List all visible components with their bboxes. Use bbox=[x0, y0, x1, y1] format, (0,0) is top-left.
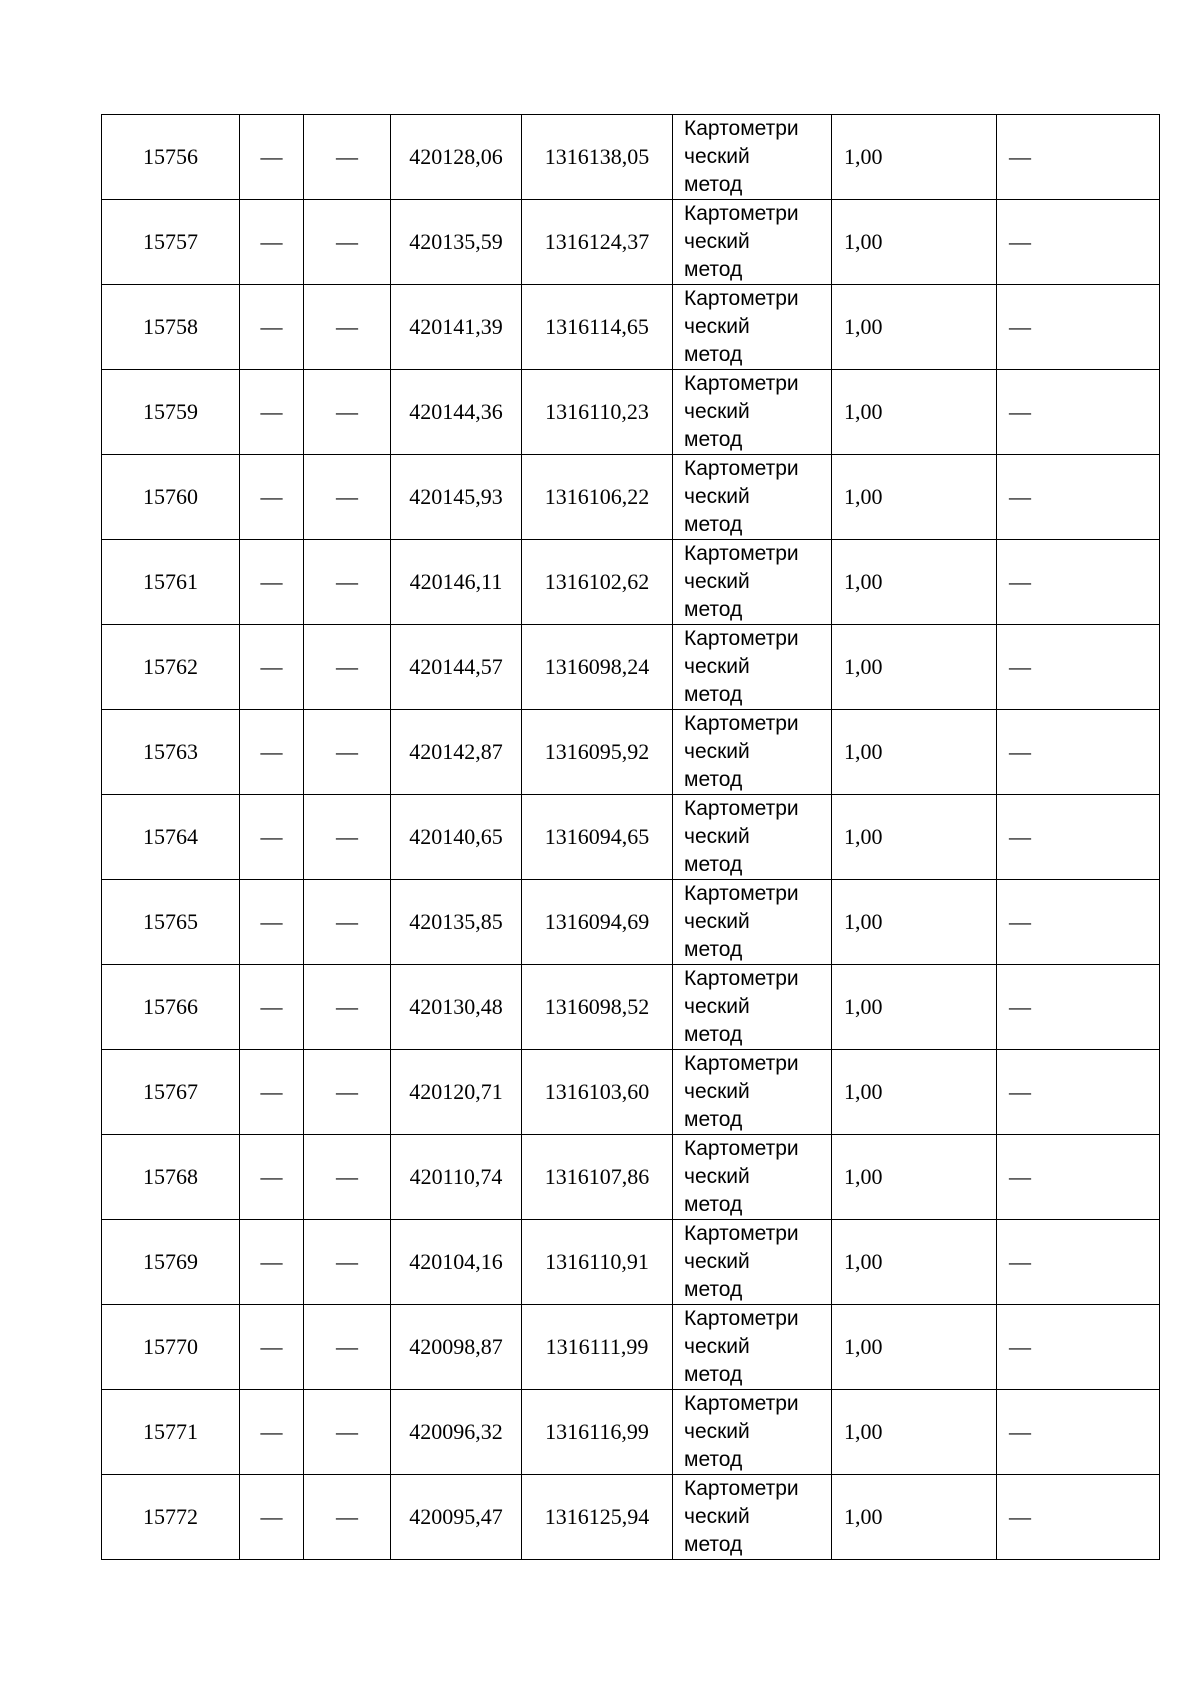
method-text-line: метод bbox=[684, 513, 743, 536]
x-coordinate-cell: 420135,85 bbox=[391, 880, 522, 965]
dash-cell: — bbox=[240, 795, 304, 880]
dash-cell: — bbox=[240, 965, 304, 1050]
dash-cell: — bbox=[304, 285, 391, 370]
table-row bbox=[102, 455, 1160, 540]
table-row bbox=[102, 370, 1160, 455]
accuracy-cell: 1,00 bbox=[832, 1305, 997, 1390]
point-number-cell: 15767 bbox=[102, 1050, 240, 1135]
table-row bbox=[102, 200, 1160, 285]
method-text-line: ческий bbox=[684, 315, 750, 338]
dash-cell: — bbox=[997, 1050, 1160, 1135]
dash-cell: — bbox=[304, 1135, 391, 1220]
accuracy-cell: 1,00 bbox=[832, 710, 997, 795]
method-cell bbox=[673, 285, 832, 370]
method-text-line: Картометри bbox=[684, 967, 799, 990]
method-text-line: Картометри bbox=[684, 1222, 799, 1245]
method-cell bbox=[673, 625, 832, 710]
dash-cell: — bbox=[997, 965, 1160, 1050]
method-cell bbox=[673, 115, 832, 200]
method-text-line: ческий bbox=[684, 995, 750, 1018]
method-text-line: метод bbox=[684, 1533, 743, 1556]
dash-cell: — bbox=[240, 285, 304, 370]
method-text-line: Картометри bbox=[684, 797, 799, 820]
y-coordinate-cell: 1316106,22 bbox=[522, 455, 673, 540]
dash-cell: — bbox=[304, 540, 391, 625]
point-number-cell: 15772 bbox=[102, 1475, 240, 1560]
point-number-cell: 15771 bbox=[102, 1390, 240, 1475]
dash-cell: — bbox=[304, 965, 391, 1050]
point-number-cell: 15763 bbox=[102, 710, 240, 795]
dash-cell: — bbox=[997, 285, 1160, 370]
accuracy-cell: 1,00 bbox=[832, 1390, 997, 1475]
method-text-line: метод bbox=[684, 598, 743, 621]
method-text-line: метод bbox=[684, 938, 743, 961]
dash-cell: — bbox=[997, 200, 1160, 285]
dash-cell: — bbox=[997, 1475, 1160, 1560]
method-cell bbox=[673, 455, 832, 540]
dash-cell: — bbox=[240, 540, 304, 625]
point-number-cell: 15761 bbox=[102, 540, 240, 625]
dash-cell: — bbox=[240, 1475, 304, 1560]
method-text-line: ческий bbox=[684, 1165, 750, 1188]
point-number-cell: 15758 bbox=[102, 285, 240, 370]
method-text-line: Картометри bbox=[684, 627, 799, 650]
method-cell bbox=[673, 795, 832, 880]
dash-cell: — bbox=[240, 710, 304, 795]
dash-cell: — bbox=[240, 1050, 304, 1135]
accuracy-cell: 1,00 bbox=[832, 370, 997, 455]
table-row bbox=[102, 1390, 1160, 1475]
dash-cell: — bbox=[304, 1475, 391, 1560]
point-number-cell: 15770 bbox=[102, 1305, 240, 1390]
table-row bbox=[102, 880, 1160, 965]
x-coordinate-cell: 420144,36 bbox=[391, 370, 522, 455]
method-text-line: ческий bbox=[684, 740, 750, 763]
accuracy-cell: 1,00 bbox=[832, 1135, 997, 1220]
method-text-line: Картометри bbox=[684, 372, 799, 395]
dash-cell: — bbox=[304, 115, 391, 200]
table-row bbox=[102, 710, 1160, 795]
table-row bbox=[102, 1475, 1160, 1560]
x-coordinate-cell: 420104,16 bbox=[391, 1220, 522, 1305]
y-coordinate-cell: 1316103,60 bbox=[522, 1050, 673, 1135]
y-coordinate-cell: 1316138,05 bbox=[522, 115, 673, 200]
method-text-line: метод bbox=[684, 343, 743, 366]
point-number-cell: 15762 bbox=[102, 625, 240, 710]
method-text-line: метод bbox=[684, 173, 743, 196]
method-text-line: ческий bbox=[684, 1335, 750, 1358]
x-coordinate-cell: 420141,39 bbox=[391, 285, 522, 370]
dash-cell: — bbox=[304, 1050, 391, 1135]
accuracy-cell: 1,00 bbox=[832, 1220, 997, 1305]
method-cell bbox=[673, 710, 832, 795]
method-cell bbox=[673, 540, 832, 625]
accuracy-cell: 1,00 bbox=[832, 965, 997, 1050]
method-cell bbox=[673, 1050, 832, 1135]
dash-cell: — bbox=[997, 540, 1160, 625]
method-text-line: ческий bbox=[684, 1250, 750, 1273]
dash-cell: — bbox=[997, 370, 1160, 455]
dash-cell: — bbox=[240, 1305, 304, 1390]
table-row bbox=[102, 1220, 1160, 1305]
method-cell bbox=[673, 370, 832, 455]
method-text-line: метод bbox=[684, 1448, 743, 1471]
y-coordinate-cell: 1316095,92 bbox=[522, 710, 673, 795]
x-coordinate-cell: 420128,06 bbox=[391, 115, 522, 200]
accuracy-cell: 1,00 bbox=[832, 200, 997, 285]
dash-cell: — bbox=[240, 1135, 304, 1220]
method-text-line: ческий bbox=[684, 400, 750, 423]
accuracy-cell: 1,00 bbox=[832, 285, 997, 370]
method-text-line: метод bbox=[684, 1023, 743, 1046]
x-coordinate-cell: 420144,57 bbox=[391, 625, 522, 710]
method-text-line: метод bbox=[684, 683, 743, 706]
dash-cell: — bbox=[240, 880, 304, 965]
x-coordinate-cell: 420142,87 bbox=[391, 710, 522, 795]
method-text-line: метод bbox=[684, 428, 743, 451]
x-coordinate-cell: 420120,71 bbox=[391, 1050, 522, 1135]
dash-cell: — bbox=[304, 370, 391, 455]
dash-cell: — bbox=[240, 625, 304, 710]
y-coordinate-cell: 1316107,86 bbox=[522, 1135, 673, 1220]
y-coordinate-cell: 1316124,37 bbox=[522, 200, 673, 285]
method-text-line: ческий bbox=[684, 655, 750, 678]
method-cell bbox=[673, 1305, 832, 1390]
accuracy-cell: 1,00 bbox=[832, 880, 997, 965]
dash-cell: — bbox=[304, 1220, 391, 1305]
dash-cell: — bbox=[997, 795, 1160, 880]
y-coordinate-cell: 1316098,52 bbox=[522, 965, 673, 1050]
method-text-line: ческий bbox=[684, 1505, 750, 1528]
method-text-line: Картометри bbox=[684, 712, 799, 735]
y-coordinate-cell: 1316102,62 bbox=[522, 540, 673, 625]
method-cell bbox=[673, 965, 832, 1050]
dash-cell: — bbox=[240, 370, 304, 455]
method-text-line: метод bbox=[684, 1193, 743, 1216]
table-row bbox=[102, 1135, 1160, 1220]
method-text-line: Картометри bbox=[684, 287, 799, 310]
point-number-cell: 15764 bbox=[102, 795, 240, 880]
method-text-line: Картометри bbox=[684, 882, 799, 905]
dash-cell: — bbox=[997, 880, 1160, 965]
x-coordinate-cell: 420110,74 bbox=[391, 1135, 522, 1220]
method-text-line: Картометри bbox=[684, 117, 799, 140]
table-row bbox=[102, 965, 1160, 1050]
point-number-cell: 15760 bbox=[102, 455, 240, 540]
y-coordinate-cell: 1316125,94 bbox=[522, 1475, 673, 1560]
method-cell bbox=[673, 1220, 832, 1305]
method-text-line: метод bbox=[684, 1363, 743, 1386]
table-row bbox=[102, 1050, 1160, 1135]
y-coordinate-cell: 1316114,65 bbox=[522, 285, 673, 370]
method-text-line: ческий bbox=[684, 570, 750, 593]
dash-cell: — bbox=[997, 115, 1160, 200]
table-row bbox=[102, 285, 1160, 370]
method-text-line: ческий bbox=[684, 485, 750, 508]
method-text-line: ческий bbox=[684, 1420, 750, 1443]
method-text-line: ческий bbox=[684, 230, 750, 253]
coordinates-table bbox=[101, 114, 1160, 1560]
dash-cell: — bbox=[304, 1390, 391, 1475]
y-coordinate-cell: 1316094,69 bbox=[522, 880, 673, 965]
method-cell bbox=[673, 880, 832, 965]
dash-cell: — bbox=[304, 1305, 391, 1390]
table-row bbox=[102, 1305, 1160, 1390]
x-coordinate-cell: 420095,47 bbox=[391, 1475, 522, 1560]
dash-cell: — bbox=[240, 1220, 304, 1305]
method-text-line: метод bbox=[684, 1278, 743, 1301]
dash-cell: — bbox=[304, 795, 391, 880]
point-number-cell: 15769 bbox=[102, 1220, 240, 1305]
y-coordinate-cell: 1316110,91 bbox=[522, 1220, 673, 1305]
method-text-line: Картометри bbox=[684, 542, 799, 565]
point-number-cell: 15768 bbox=[102, 1135, 240, 1220]
x-coordinate-cell: 420098,87 bbox=[391, 1305, 522, 1390]
method-cell bbox=[673, 1135, 832, 1220]
accuracy-cell: 1,00 bbox=[832, 540, 997, 625]
dash-cell: — bbox=[304, 455, 391, 540]
method-text-line: Картометри bbox=[684, 457, 799, 480]
y-coordinate-cell: 1316111,99 bbox=[522, 1305, 673, 1390]
accuracy-cell: 1,00 bbox=[832, 455, 997, 540]
dash-cell: — bbox=[240, 455, 304, 540]
point-number-cell: 15757 bbox=[102, 200, 240, 285]
y-coordinate-cell: 1316110,23 bbox=[522, 370, 673, 455]
table-row bbox=[102, 540, 1160, 625]
method-text-line: Картометри bbox=[684, 202, 799, 225]
y-coordinate-cell: 1316098,24 bbox=[522, 625, 673, 710]
method-cell bbox=[673, 1475, 832, 1560]
point-number-cell: 15766 bbox=[102, 965, 240, 1050]
accuracy-cell: 1,00 bbox=[832, 115, 997, 200]
method-text-line: метод bbox=[684, 768, 743, 791]
dash-cell: — bbox=[240, 1390, 304, 1475]
dash-cell: — bbox=[997, 1305, 1160, 1390]
x-coordinate-cell: 420146,11 bbox=[391, 540, 522, 625]
accuracy-cell: 1,00 bbox=[832, 795, 997, 880]
x-coordinate-cell: 420096,32 bbox=[391, 1390, 522, 1475]
method-cell bbox=[673, 1390, 832, 1475]
dash-cell: — bbox=[240, 200, 304, 285]
x-coordinate-cell: 420135,59 bbox=[391, 200, 522, 285]
method-text-line: метод bbox=[684, 1108, 743, 1131]
method-text-line: Картометри bbox=[684, 1307, 799, 1330]
method-text-line: Картометри bbox=[684, 1477, 799, 1500]
table-row bbox=[102, 625, 1160, 710]
dash-cell: — bbox=[240, 115, 304, 200]
method-text-line: метод bbox=[684, 258, 743, 281]
y-coordinate-cell: 1316094,65 bbox=[522, 795, 673, 880]
dash-cell: — bbox=[304, 625, 391, 710]
method-text-line: Картометри bbox=[684, 1052, 799, 1075]
x-coordinate-cell: 420130,48 bbox=[391, 965, 522, 1050]
dash-cell: — bbox=[997, 1135, 1160, 1220]
dash-cell: — bbox=[304, 200, 391, 285]
x-coordinate-cell: 420140,65 bbox=[391, 795, 522, 880]
point-number-cell: 15756 bbox=[102, 115, 240, 200]
dash-cell: — bbox=[304, 710, 391, 795]
x-coordinate-cell: 420145,93 bbox=[391, 455, 522, 540]
dash-cell: — bbox=[997, 710, 1160, 795]
method-text-line: Картометри bbox=[684, 1392, 799, 1415]
dash-cell: — bbox=[997, 1220, 1160, 1305]
method-text-line: ческий bbox=[684, 825, 750, 848]
table-body bbox=[102, 115, 1160, 1560]
table-row bbox=[102, 795, 1160, 880]
method-text-line: ческий bbox=[684, 910, 750, 933]
accuracy-cell: 1,00 bbox=[832, 625, 997, 710]
y-coordinate-cell: 1316116,99 bbox=[522, 1390, 673, 1475]
point-number-cell: 15765 bbox=[102, 880, 240, 965]
method-text-line: Картометри bbox=[684, 1137, 799, 1160]
dash-cell: — bbox=[997, 1390, 1160, 1475]
method-text-line: ческий bbox=[684, 1080, 750, 1103]
accuracy-cell: 1,00 bbox=[832, 1050, 997, 1135]
method-cell bbox=[673, 200, 832, 285]
method-text-line: метод bbox=[684, 853, 743, 876]
dash-cell: — bbox=[997, 625, 1160, 710]
accuracy-cell: 1,00 bbox=[832, 1475, 997, 1560]
dash-cell: — bbox=[997, 455, 1160, 540]
method-text-line: ческий bbox=[684, 145, 750, 168]
dash-cell: — bbox=[304, 880, 391, 965]
table-row bbox=[102, 115, 1160, 200]
point-number-cell: 15759 bbox=[102, 370, 240, 455]
